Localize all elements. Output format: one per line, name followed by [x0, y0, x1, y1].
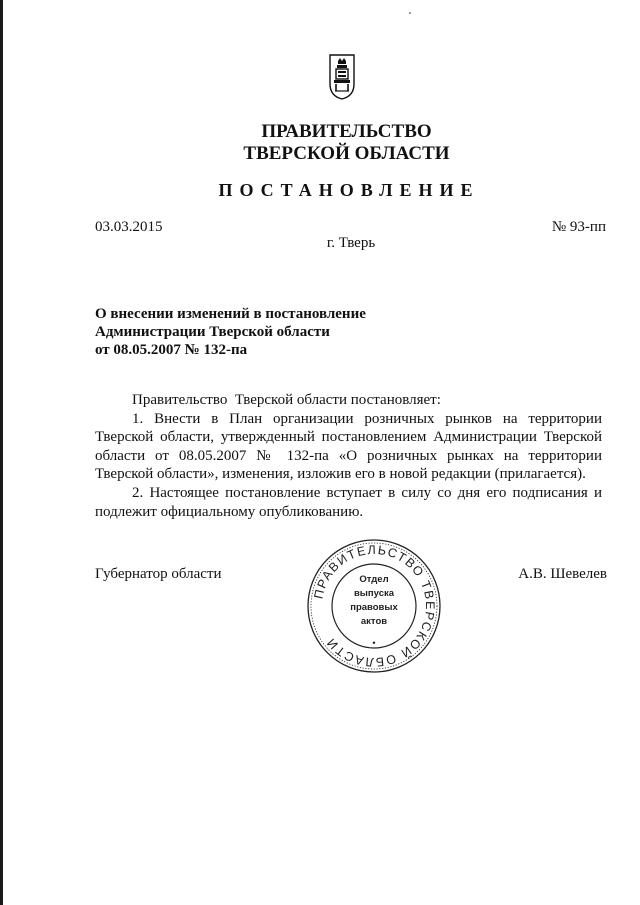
organization-name [3, 121, 640, 165]
seal-star-icon: • [372, 638, 376, 648]
seal-center-line-2: выпуска [353, 588, 395, 599]
body-item-2: 2. Настоящее постановление вступает в силу со дня его подписания и подлежит официальному опубликованию. [95, 484, 602, 520]
seal-ring-text: ПРАВИТЕЛЬСТВО ТВЕРСКОЙ ОБЛАСТИ [311, 542, 438, 670]
tver-coat-of-arms-icon [329, 54, 355, 100]
signer-position: Губернатор области [95, 566, 222, 582]
document-body [95, 391, 602, 521]
org-line-1: ПРАВИТЕЛЬСТВО [261, 121, 432, 142]
signer-name: А.В. Шевелев [518, 566, 607, 582]
document-type: ПОСТАНОВЛЕНИЕ [218, 180, 480, 200]
document-date: 03.03.2015 [95, 219, 163, 235]
subject-line-1: О внесении изменений в постановление [95, 306, 366, 322]
body-intro: Правительство Тверской области постановляет: [132, 392, 441, 408]
scan-speck [409, 12, 411, 14]
seal-center-line-3: правовых [350, 602, 398, 613]
seal-center-line-1: Отдел [359, 574, 389, 585]
seal-center-line-4: актов [360, 616, 388, 627]
document-number: № 93-пп [551, 219, 606, 235]
subject-line-3: от 08.05.2007 № 132-па [95, 342, 248, 358]
subject-line-2: Администрации Тверской области [95, 324, 330, 340]
official-seal-stamp [306, 538, 442, 674]
org-line-2: ТВЕРСКОЙ ОБЛАСТИ [243, 143, 450, 164]
document-subject [95, 305, 366, 359]
document-city: г. Тверь [326, 235, 376, 251]
body-item-1: 1. Внести в План организации розничных рынков на территории Тверской области, утвержденный постановлением Администрации Тверской области от 08.05.2007 № 132-па «О розничных рынках на территории Тверской области», изменения, изложив его в новой редакции (прилагается). [95, 410, 602, 483]
